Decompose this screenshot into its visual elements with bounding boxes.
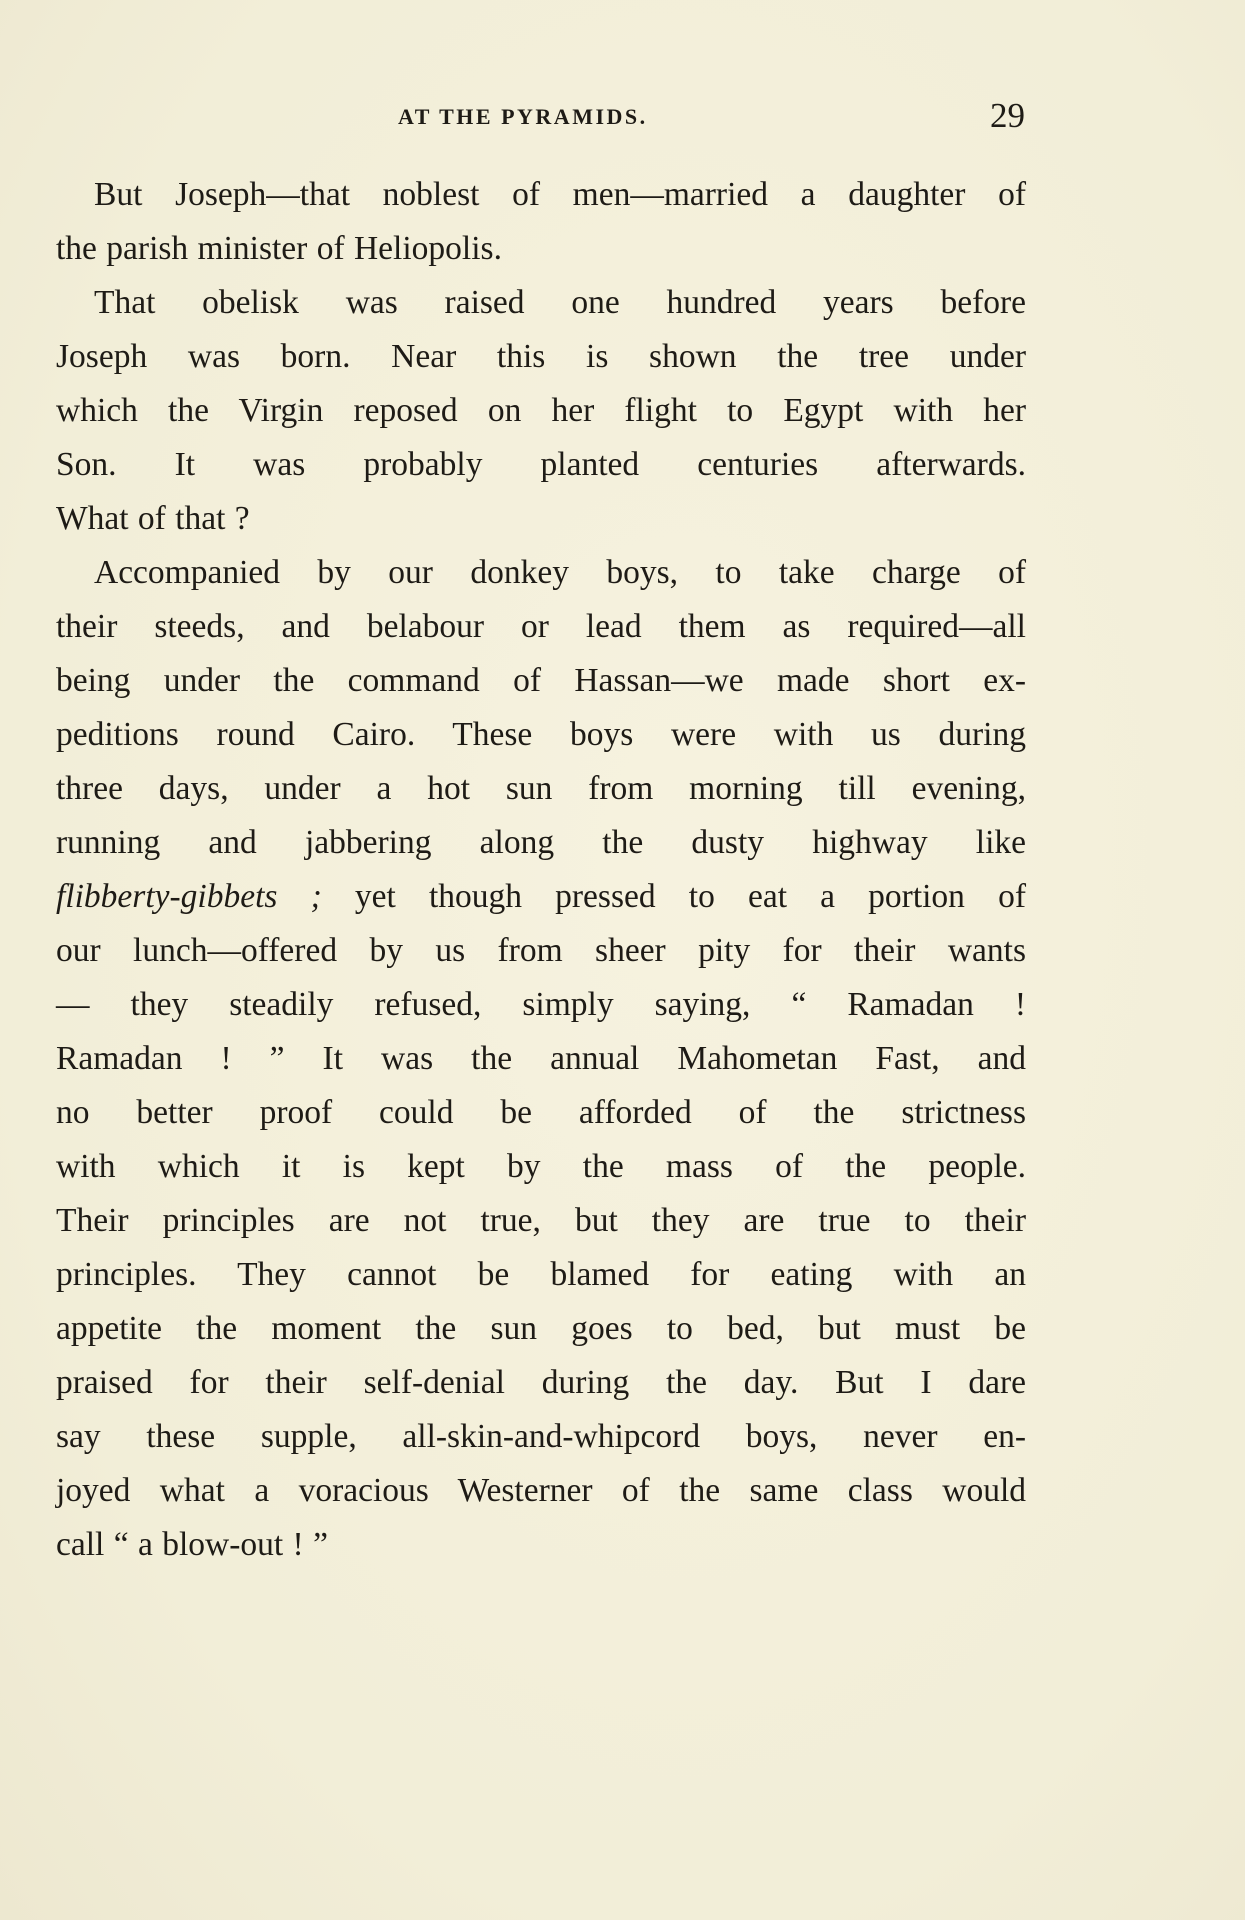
text-line: What of that ?: [56, 500, 250, 537]
text-line: running and jabbering along the dusty highway like: [56, 824, 1026, 861]
text-line: praised for their self-denial during the day. But I dare: [56, 1364, 1026, 1401]
text-line: which the Virgin reposed on her flight to Egypt with her: [56, 392, 1026, 429]
text-line: Ramadan ! ” It was the annual Mahometan Fast, and: [56, 1040, 1026, 1077]
text-line: But Joseph—that noblest of men—married a daughter of: [94, 176, 1026, 213]
body-text: [56, 168, 1026, 1572]
text-line: say these supple, all-skin-and-whipcord boys, never en-: [56, 1418, 1026, 1455]
page-number: 29: [990, 96, 1025, 135]
text-line: appetite the moment the sun goes to bed, but must be: [56, 1310, 1026, 1347]
running-head: [0, 96, 1245, 136]
text-line-rest: yet though pressed to eat a portion of: [321, 878, 1026, 915]
text-line: Son. It was probably planted centuries afterwards.: [56, 446, 1026, 483]
text-line: That obelisk was raised one hundred years before: [94, 284, 1026, 321]
text-line: Their principles are not true, but they are true to their: [56, 1202, 1026, 1239]
text-line: with which it is kept by the mass of the people.: [56, 1148, 1026, 1185]
text-line: call “ a blow-out ! ”: [56, 1526, 328, 1563]
running-title: AT THE PYRAMIDS.: [398, 104, 648, 129]
text-line: the parish minister of Heliopolis.: [56, 230, 502, 267]
text-line: being under the command of Hassan—we made short ex-: [56, 662, 1026, 699]
text-line: their steeds, and belabour or lead them as required—all: [56, 608, 1026, 645]
text-line: three days, under a hot sun from morning till evening,: [56, 770, 1026, 807]
text-line: — they steadily refused, simply saying, “ Ramadan !: [56, 986, 1026, 1023]
text-line-with-italic: [56, 870, 1026, 924]
text-line: principles. They cannot be blamed for eating with an: [56, 1256, 1026, 1293]
text-line: peditions round Cairo. These boys were with us during: [56, 716, 1026, 753]
text-line: joyed what a voracious Westerner of the same class would: [56, 1472, 1026, 1509]
italic-phrase: flibberty-gibbets ;: [56, 878, 322, 915]
text-line: our lunch—offered by us from sheer pity for their wants: [56, 932, 1026, 969]
text-line: Accompanied by our donkey boys, to take charge of: [94, 554, 1026, 591]
text-line: Joseph was born. Near this is shown the tree under: [56, 338, 1026, 375]
text-line: no better proof could be afforded of the strictness: [56, 1094, 1026, 1131]
